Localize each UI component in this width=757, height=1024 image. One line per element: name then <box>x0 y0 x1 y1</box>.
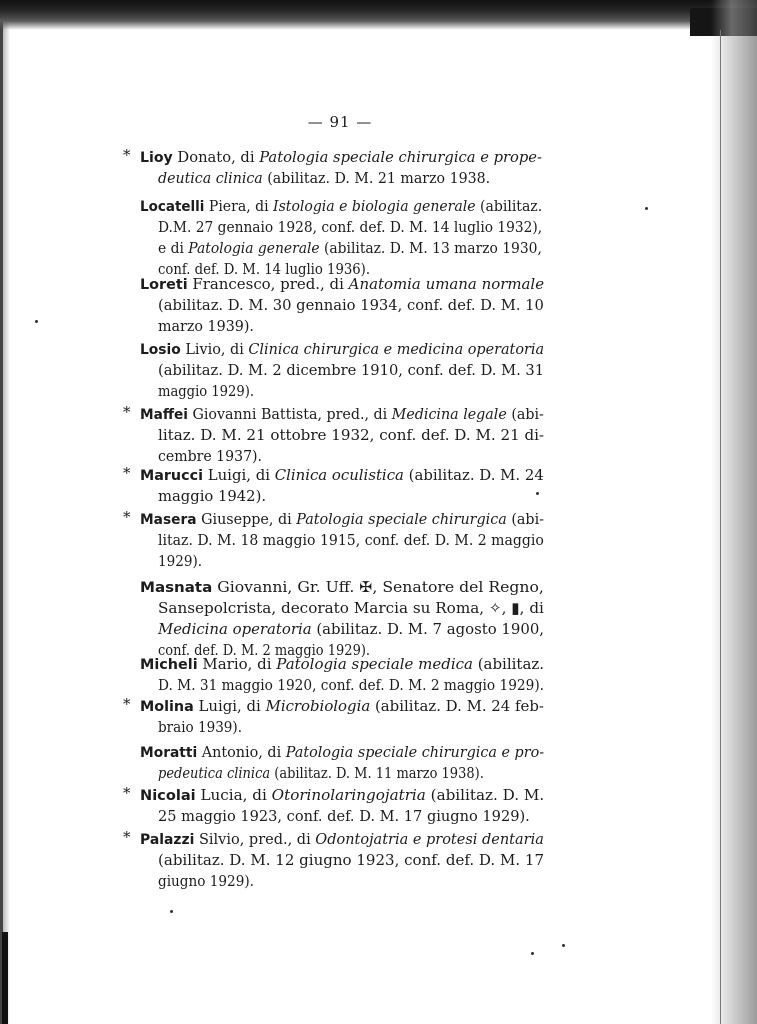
speck <box>645 207 648 210</box>
entry-line <box>158 446 262 467</box>
entry-star: * <box>123 784 131 802</box>
entry-text: (abilitaz. D. M. 12 giugno 1923, conf. def. D. M. 17 <box>158 851 545 869</box>
entry-text: Livio, di <box>180 340 249 358</box>
entry-line <box>140 829 544 850</box>
entry-star: * <box>123 828 131 846</box>
entry-line <box>158 381 254 402</box>
entry-text: conf. def. D. M. 2 maggio 1929). <box>158 641 371 659</box>
speck <box>170 910 173 913</box>
entry-subject: Microbiologia <box>265 697 371 715</box>
entry-text: maggio 1929). <box>158 382 255 400</box>
right-page-shadow <box>711 0 757 1024</box>
entry-name: Palazzi <box>140 831 195 848</box>
binding-mark <box>2 932 8 1024</box>
entry-line <box>140 147 542 168</box>
entry-text: (abilitaz. D. M. <box>425 786 545 804</box>
speck <box>536 492 539 495</box>
entry-text: cembre 1937). <box>158 447 263 465</box>
entry-line <box>158 806 530 827</box>
entry-name: Masnata <box>140 579 213 596</box>
entry-text: conf. def. D. M. 14 luglio 1936). <box>158 260 371 278</box>
entry-name: Maffei <box>140 406 188 423</box>
entry-subject: Patologia generale <box>188 239 320 257</box>
entry-name: Lioy <box>140 149 173 166</box>
entry-line <box>158 598 544 619</box>
entry-line <box>158 619 544 640</box>
entry-text: litaz. D. M. 18 maggio 1915, conf. def. D. M. 2 maggio <box>158 531 544 549</box>
entry-text: Mario, di <box>197 655 277 673</box>
entry-text: litaz. D. M. 21 ottobre 1932, conf. def. D. M. 21 di- <box>158 426 545 444</box>
entry-subject: Medicina operatoria <box>158 620 312 638</box>
entry-text: Antonio, di <box>197 743 286 761</box>
right-page-edge <box>720 30 721 1024</box>
entry-text: Giovanni Battista, pred., di <box>187 405 392 423</box>
entry-line <box>158 360 544 381</box>
entry-text: (abilitaz. D. M. 30 gennaio 1934, conf. def. D. M. 10 <box>158 296 544 314</box>
entry-line <box>140 196 542 217</box>
speck <box>35 320 38 323</box>
entry-line <box>158 168 490 189</box>
entry-text: Silvio, pred., di <box>194 830 316 848</box>
entry-line <box>140 742 544 763</box>
entry-subject: Patologia speciale medica <box>276 655 473 673</box>
entry-line <box>158 530 544 551</box>
entry-line <box>158 316 254 337</box>
entry-line <box>158 850 544 871</box>
entry-text: Francesco, pred., di <box>187 275 349 293</box>
entry-line <box>140 465 544 486</box>
entry-text: e di <box>158 239 189 257</box>
entry-subject: pedeutica clinica <box>158 764 271 782</box>
left-page-edge <box>0 0 3 1024</box>
entry-text: Luigi, di <box>193 697 266 715</box>
entry-text: D. M. 31 maggio 1920, conf. def. D. M. 2 maggio 1929). <box>158 676 545 694</box>
entry-text: marzo 1939). <box>158 317 254 335</box>
entry-subject: Otorinolaringojatria <box>271 786 426 804</box>
entry-name: Moratti <box>140 744 198 761</box>
entry-line <box>158 217 542 238</box>
entry-text: (abilitaz. <box>472 655 545 673</box>
entry-line <box>158 717 242 738</box>
entry-line <box>158 238 542 259</box>
entry-line <box>158 425 544 446</box>
entry-text: giugno 1929). <box>158 872 254 890</box>
entry-subject: Istologia e biologia generale <box>273 197 476 215</box>
entry-subject: Clinica chirurgica e medicina operatoria <box>248 340 545 358</box>
entry-subject: Patologia speciale chirurgica e prope- <box>259 148 542 166</box>
entry-text: 1929). <box>158 552 203 570</box>
entry-text: Lucia, di <box>195 786 272 804</box>
entry-text: maggio 1942). <box>158 487 267 505</box>
entry-line <box>158 763 484 784</box>
entry-subject: Medicina legale <box>391 405 507 423</box>
entry-line <box>140 696 544 717</box>
entry-subject: Odontojatria e protesi dentaria <box>315 830 544 848</box>
entry-line <box>140 654 544 675</box>
entry-text: Giuseppe, di <box>196 510 297 528</box>
entry-line <box>140 577 544 598</box>
entry-line <box>140 274 544 295</box>
entry-text: (abilitaz. D. M. 7 agosto 1900, <box>311 620 545 638</box>
entry-text: Donato, di <box>172 148 260 166</box>
entry-text: (abilitaz. D. M. 2 dicembre 1910, conf. def. D. M. 31 <box>158 361 545 379</box>
entry-star: * <box>123 146 131 164</box>
entry-subject: Clinica oculistica <box>274 466 404 484</box>
entry-name: Loreti <box>140 276 188 293</box>
entry-line <box>158 295 544 316</box>
entry-star: * <box>123 464 131 482</box>
entry-subject: Patologia speciale chirurgica <box>296 510 507 528</box>
entry-text: Sansepolcrista, decorato Marcia su Roma, ✧, ▮, di <box>158 599 544 617</box>
entry-line <box>140 509 544 530</box>
entry-text: (abilitaz. D. M. 13 marzo 1930, <box>319 239 542 257</box>
entry-subject: Patologia speciale chirurgica e pro- <box>285 743 545 761</box>
entry-text: (abilitaz. <box>475 197 543 215</box>
entry-star: * <box>123 508 131 526</box>
entry-text: Luigi, di <box>202 466 275 484</box>
speck <box>531 952 534 955</box>
entry-line <box>140 339 544 360</box>
entry-name: Masera <box>140 511 197 528</box>
entry-text: Giovanni, Gr. Uff. ✠, Senatore del Regno, <box>212 578 544 596</box>
entry-line <box>140 404 544 425</box>
entry-text: (abilitaz. D. M. 11 marzo 1938). <box>270 764 484 782</box>
entry-name: Molina <box>140 698 194 715</box>
entry-name: Losio <box>140 341 181 358</box>
entry-text: (abilitaz. D. M. 24 feb- <box>370 697 544 715</box>
entry-line <box>140 785 544 806</box>
entry-star: * <box>123 403 131 421</box>
entry-text: D.M. 27 gennaio 1928, conf. def. D. M. 14 luglio 1932), <box>158 218 543 236</box>
entry-line <box>158 871 254 892</box>
entry-star: * <box>123 695 131 713</box>
speck <box>562 944 565 947</box>
entry-name: Marucci <box>140 467 203 484</box>
entry-line <box>158 675 544 696</box>
entry-name: Locatelli <box>140 198 205 215</box>
entry-name: Micheli <box>140 656 198 673</box>
entry-text: (abilitaz. D. M. 21 marzo 1938. <box>262 169 491 187</box>
entry-text: (abi- <box>506 405 544 423</box>
entry-text: braio 1939). <box>158 718 243 736</box>
page-number: — 91 — <box>307 113 373 131</box>
entry-line <box>158 486 266 507</box>
entry-text: 25 maggio 1923, conf. def. D. M. 17 giugno 1929). <box>158 807 530 825</box>
entry-subject: Anatomia umana normale <box>348 275 545 293</box>
entry-line <box>158 551 202 572</box>
entry-text: Piera, di <box>204 197 274 215</box>
entry-text: (abi- <box>506 510 545 528</box>
top-scan-shadow <box>0 0 757 30</box>
entry-text: (abilitaz. D. M. 24 <box>403 466 544 484</box>
entry-name: Nicolai <box>140 787 196 804</box>
entry-subject: deutica clinica <box>158 169 263 187</box>
